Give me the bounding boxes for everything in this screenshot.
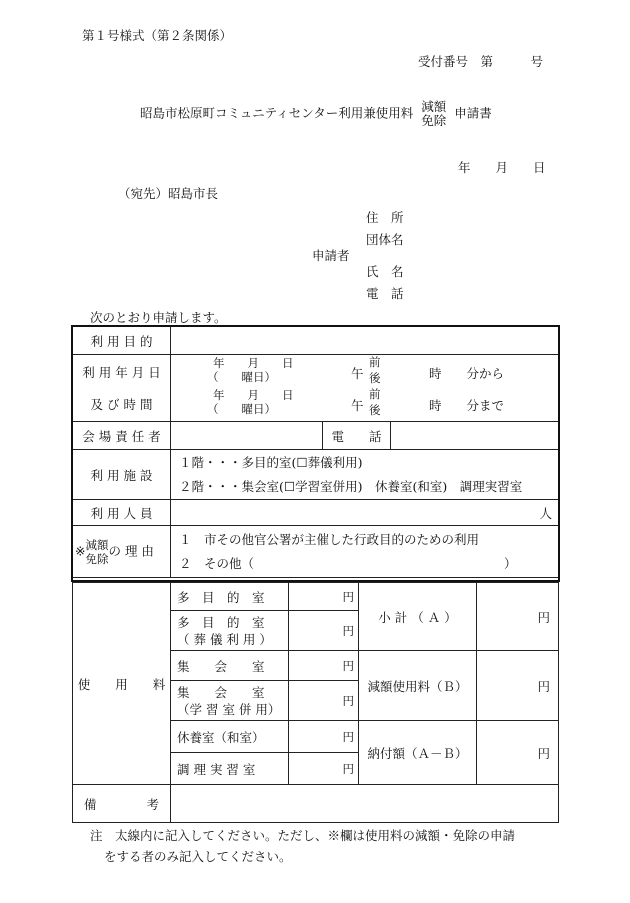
title-options <box>421 100 446 128</box>
yen-unit: 円 <box>537 745 550 761</box>
fee-label: 使 用 料 <box>73 583 171 785</box>
yen-unit: 円 <box>342 624 354 638</box>
start-date: 年 月 日 <box>213 356 294 370</box>
datetime-field[interactable] <box>171 355 559 422</box>
room-note: （学 習 室 併 用） <box>177 701 281 717</box>
yen-unit: 円 <box>342 762 354 776</box>
reason-option-reduction: 減額 <box>85 537 109 552</box>
applicant-address-label: 住 所 <box>366 210 404 225</box>
yen-unit: 円 <box>342 694 354 708</box>
applicant-label: 申請者 <box>312 248 350 263</box>
subtotal-field[interactable] <box>477 583 559 651</box>
fee-multipurpose-funeral[interactable] <box>289 611 359 651</box>
yen-unit: 円 <box>537 609 550 625</box>
room-rest: 休養室（和室） <box>171 721 289 753</box>
room-assembly: 集 会 室 <box>171 651 289 681</box>
reduction-field[interactable] <box>477 651 559 721</box>
reason-mark: ※ <box>75 543 86 558</box>
datetime-label-2: 及 び 時 間 <box>90 397 153 412</box>
fee-assembly[interactable] <box>289 651 359 681</box>
yen-unit: 円 <box>342 659 354 673</box>
end-am: 前 <box>369 387 381 401</box>
end-pm: 後 <box>369 403 381 417</box>
facility-label: 利 用 施 設 <box>73 450 171 500</box>
purpose-label: 利 用 目 的 <box>73 327 171 355</box>
application-date: 年 月 日 <box>458 160 546 175</box>
users-label: 利 用 人 員 <box>73 500 171 526</box>
yen-unit: 円 <box>342 590 354 604</box>
manager-field[interactable] <box>171 422 323 450</box>
users-field[interactable] <box>171 500 559 526</box>
payment-label: 納付額（Ａ－Ｂ） <box>359 721 477 785</box>
fee-assembly-study[interactable] <box>289 681 359 721</box>
title-main: 昭島市松原町コミュニティセンター利用兼使用料 <box>140 105 414 121</box>
start-gozen-go: 午 <box>351 366 364 381</box>
application-table <box>72 326 559 578</box>
users-unit: 人 <box>539 505 553 521</box>
start-time: 時 分から <box>429 366 505 381</box>
fee-multipurpose[interactable] <box>289 583 359 611</box>
datetime-label-1: 利 用 年 月 日 <box>82 365 161 380</box>
applicant-group-label: 団体名 <box>366 232 404 247</box>
room-cooking: 調 理 実 習 室 <box>171 753 289 785</box>
receipt-number: 受付番号 第 号 <box>418 54 544 69</box>
room-name: 多 目 的 室 <box>177 614 265 630</box>
room-multipurpose: 多 目 的 室 <box>171 583 289 611</box>
title-option-reduction: 減額 <box>421 99 447 114</box>
datetime-label <box>73 355 171 422</box>
end-date: 年 月 日 <box>213 388 294 402</box>
form-number: 第１号様式（第２条関係） <box>82 28 233 43</box>
reason-field[interactable] <box>171 526 559 578</box>
facility-floor-1: １階・・・多目的室(☐葬儀利用) <box>179 454 363 470</box>
form-title <box>140 100 492 128</box>
start-weekday: （ 曜日） <box>207 370 276 384</box>
note-line-1: 注 太線内に記入してください。ただし、※欄は使用料の減額・免除の申請 <box>90 828 516 843</box>
room-assembly-study <box>171 681 289 721</box>
manager-phone-field[interactable] <box>391 422 559 450</box>
addressee: （宛先）昭島市長 <box>118 186 219 201</box>
end-gozen-go: 午 <box>351 398 364 413</box>
fee-cooking[interactable] <box>289 753 359 785</box>
room-multipurpose-funeral <box>171 611 289 651</box>
reduction-label: 減額使用料（Ｂ） <box>359 651 477 721</box>
manager-label: 会 場 責 任 者 <box>73 422 171 450</box>
subtotal-label: 小 計 （ Ａ ） <box>359 583 477 651</box>
manager-phone-label: 電 話 <box>323 422 391 450</box>
room-note: （ 葬 儀 利 用 ） <box>177 631 272 647</box>
reason-option-exemption: 免除 <box>85 551 109 566</box>
remarks-label: 備 考 <box>73 785 171 823</box>
reason-1: １ 市その他官公署が主催した行政目的のための利用 <box>179 531 480 547</box>
applicant-name-label: 氏 名 <box>366 264 404 279</box>
fee-table <box>72 582 559 823</box>
payment-field[interactable] <box>477 721 559 785</box>
room-name: 集 会 室 <box>177 684 265 700</box>
end-weekday: （ 曜日） <box>207 402 276 416</box>
title-tail: 申請書 <box>454 105 492 121</box>
title-option-exemption: 免除 <box>421 113 447 128</box>
start-am: 前 <box>369 355 381 369</box>
facility-field[interactable] <box>171 450 559 500</box>
reason-label <box>73 526 171 578</box>
start-pm: 後 <box>369 371 381 385</box>
facility-floor-2: ２階・・・集会室(☐学習室併用) 休養室(和室) 調理実習室 <box>179 478 523 494</box>
purpose-field[interactable] <box>171 327 559 355</box>
fee-rest[interactable] <box>289 721 359 753</box>
reason-2: ２ その他（ ） <box>179 555 517 571</box>
end-time: 時 分まで <box>429 398 505 413</box>
reason-tail: の 理 由 <box>108 543 154 558</box>
yen-unit: 円 <box>342 730 354 744</box>
yen-unit: 円 <box>537 678 550 694</box>
note-line-2: をする者のみ記入してください。 <box>104 849 292 864</box>
applicant-phone-label: 電 話 <box>366 286 404 301</box>
reason-options <box>85 538 108 566</box>
intro-text: 次のとおり申請します。 <box>90 310 227 325</box>
remarks-field[interactable] <box>171 785 559 823</box>
